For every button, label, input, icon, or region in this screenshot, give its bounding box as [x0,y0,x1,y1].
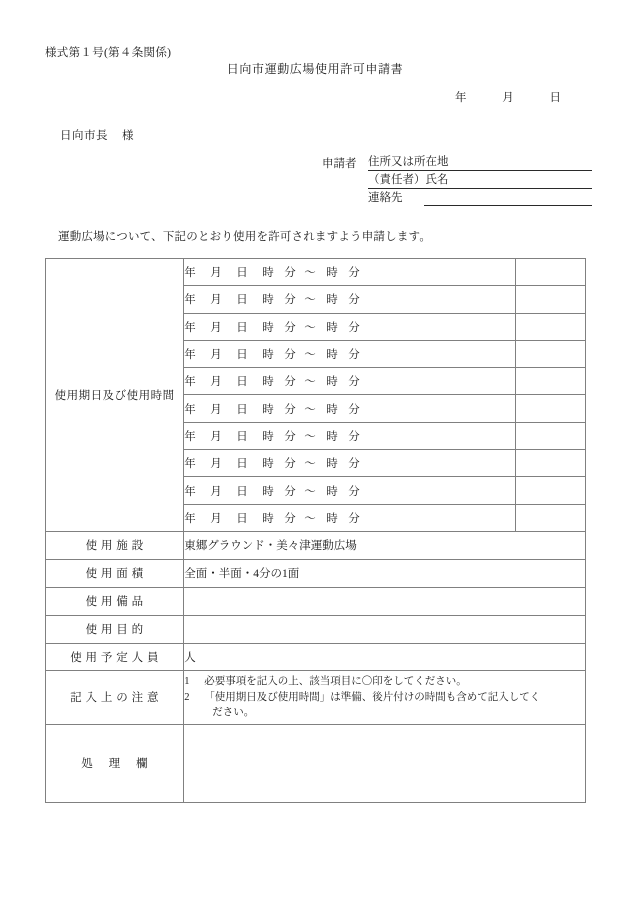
hour-label: 時 [262,485,274,498]
table-row [46,670,586,724]
datetime-entry-cell[interactable] [184,395,516,422]
tilde-label: 〜 [304,403,316,416]
tilde-label: 〜 [304,294,316,307]
month-label: 月 [210,349,222,362]
notes-label: 記 入 上 の 注 意 [70,692,160,705]
hour-label: 時 [262,267,274,280]
equipment-value-cell[interactable] [184,587,586,615]
hour2-label: 時 [326,376,338,389]
hour-label: 時 [262,321,274,334]
minute-label: 分 [284,267,296,280]
people-value-cell[interactable] [184,643,586,670]
table-row [46,559,586,587]
year-label: 年 [184,294,196,307]
date-day-label: 日 [549,92,561,104]
datetime-entry-cell[interactable] [184,504,516,531]
month-label: 月 [210,376,222,389]
month-label: 月 [210,403,222,416]
minute2-label: 分 [348,458,360,471]
note-item [184,674,585,690]
page-title: 日向市運動広場使用許可申請書 [226,62,404,76]
minute-label: 分 [284,512,296,525]
date-year-label: 年 [455,92,467,104]
intro-sentence: 運動広場について、下記のとおり使用を許可されますよう申請します。 [58,231,432,243]
datetime-entry-cell[interactable] [184,340,516,367]
minute2-label: 分 [348,512,360,525]
month-label: 月 [210,485,222,498]
hour2-label: 時 [326,485,338,498]
note-continuation: ださい。 [212,707,255,719]
table-row [46,615,586,643]
year-label: 年 [184,267,196,280]
facility-option-togo[interactable]: 東郷グラウンド [184,540,265,553]
day-label: 日 [236,349,248,362]
notes-label-cell [46,670,184,724]
hour-label: 時 [262,349,274,362]
tilde-label: 〜 [304,485,316,498]
tilde-label: 〜 [304,512,316,525]
datetime-side-cell[interactable] [515,313,585,340]
hour-label: 時 [262,430,274,443]
form-number: 様式第１号(第４条関係) [45,47,172,59]
note-item [184,690,585,706]
applicant-contact-label: 連絡先 [368,192,403,204]
minute-label: 分 [284,430,296,443]
note-number: 2 [184,691,190,703]
datetime-entry-cell[interactable] [184,477,516,504]
purpose-label: 使 用 目 的 [85,624,144,637]
year-label: 年 [184,430,196,443]
area-separator-2: ・ [241,568,254,581]
people-label: 使 用 予 定 人 員 [70,651,160,664]
facility-separator: ・ [264,540,277,553]
area-label-cell [46,559,184,587]
month-label: 月 [210,294,222,307]
table-row [46,643,586,670]
date-line [455,89,561,105]
month-label: 月 [210,458,222,471]
day-label: 日 [236,458,248,471]
application-table [45,258,586,803]
applicant-fields [368,153,592,206]
datetime-entry-cell[interactable] [184,313,516,340]
facility-label: 使 用 施 設 [85,540,144,553]
datetime-side-cell[interactable] [515,340,585,367]
hour2-label: 時 [326,430,338,443]
area-option-quarter[interactable]: 4分の1面 [253,568,300,581]
equipment-label: 使 用 備 品 [85,596,144,609]
table-row [46,259,586,286]
area-label: 使 用 面 積 [85,568,144,581]
note-number: 1 [184,676,190,688]
hour-label: 時 [262,458,274,471]
datetime-side-cell[interactable] [515,395,585,422]
process-value-cell[interactable] [184,724,586,802]
addressee-honorific: 様 [122,130,134,142]
year-label: 年 [184,349,196,362]
datetime-side-cell[interactable] [515,477,585,504]
hour2-label: 時 [326,294,338,307]
area-separator-1: ・ [207,568,219,581]
minute2-label: 分 [348,321,360,334]
datetime-side-cell[interactable] [515,422,585,449]
minute2-label: 分 [348,403,360,416]
addressee-name: 日向市長 [60,130,108,142]
year-label: 年 [184,458,196,471]
tilde-label: 〜 [304,267,316,280]
hour-label: 時 [262,376,274,389]
facility-label-cell [46,531,184,559]
applicant-name-field[interactable] [368,171,592,189]
year-label: 年 [184,403,196,416]
month-label: 月 [210,321,222,334]
datetime-entry-cell[interactable] [184,286,516,313]
facility-option-mimitsu[interactable]: 美々津運動広場 [276,540,357,553]
datetime-entry-cell[interactable] [184,368,516,395]
people-label-cell [46,643,184,670]
datetime-side-cell[interactable] [515,450,585,477]
day-label: 日 [236,321,248,334]
applicant-address-field[interactable] [368,153,592,171]
day-label: 日 [236,403,248,416]
tilde-label: 〜 [304,376,316,389]
applicant-contact-underline [424,189,592,206]
datetime-entry-cell[interactable] [184,259,516,286]
minute-label: 分 [284,485,296,498]
year-label: 年 [184,512,196,525]
tilde-label: 〜 [304,321,316,334]
table-row [46,724,586,802]
applicant-contact-field[interactable] [368,189,592,206]
notes-value-cell [184,670,586,724]
minute-label: 分 [284,458,296,471]
minute-label: 分 [284,321,296,334]
people-unit: 人 [184,651,196,664]
minute2-label: 分 [348,430,360,443]
process-label: 処 理 欄 [81,758,148,771]
hour2-label: 時 [326,267,338,280]
datetime-entry-cell[interactable] [184,422,516,449]
purpose-value-cell[interactable] [184,615,586,643]
day-label: 日 [236,294,248,307]
minute2-label: 分 [348,294,360,307]
minute-label: 分 [284,294,296,307]
applicant-label: 申請者 [322,158,357,170]
applicant-name-label: （責任者）氏名 [368,174,449,186]
hour2-label: 時 [326,321,338,334]
datetime-label: 使用期日及び使用時間 [54,389,175,402]
datetime-entry-cell[interactable] [184,450,516,477]
facility-value-cell[interactable] [184,531,586,559]
purpose-label-cell [46,615,184,643]
hour2-label: 時 [326,512,338,525]
tilde-label: 〜 [304,430,316,443]
area-option-half[interactable]: 半面 [218,568,242,581]
minute-label: 分 [284,349,296,362]
area-value-cell[interactable] [184,559,586,587]
hour-label: 時 [262,403,274,416]
applicant-address-label: 住所又は所在地 [368,156,449,168]
date-month-label: 月 [502,92,514,104]
day-label: 日 [236,485,248,498]
addressee [60,127,134,143]
datetime-label-cell [46,259,184,532]
datetime-side-cell[interactable] [515,504,585,531]
minute2-label: 分 [348,485,360,498]
month-label: 月 [210,430,222,443]
day-label: 日 [236,267,248,280]
year-label: 年 [184,485,196,498]
year-label: 年 [184,376,196,389]
month-label: 月 [210,512,222,525]
datetime-side-cell[interactable] [515,286,585,313]
month-label: 月 [210,267,222,280]
datetime-side-cell[interactable] [515,368,585,395]
datetime-side-cell[interactable] [515,259,585,286]
minute2-label: 分 [348,376,360,389]
note-text: 「使用期日及び使用時間」は準備、後片付けの時間も含めて記入してく [204,691,541,703]
hour-label: 時 [262,512,274,525]
day-label: 日 [236,376,248,389]
hour2-label: 時 [326,458,338,471]
tilde-label: 〜 [304,458,316,471]
table-row [46,587,586,615]
process-label-cell [46,724,184,802]
day-label: 日 [236,512,248,525]
table-row [46,531,586,559]
hour-label: 時 [262,294,274,307]
year-label: 年 [184,321,196,334]
equipment-label-cell [46,587,184,615]
minute2-label: 分 [348,267,360,280]
minute2-label: 分 [348,349,360,362]
minute-label: 分 [284,403,296,416]
hour2-label: 時 [326,403,338,416]
hour2-label: 時 [326,349,338,362]
note-text: 必要事項を記入の上、該当項目に〇印をしてください。 [204,676,467,688]
tilde-label: 〜 [304,349,316,362]
day-label: 日 [236,430,248,443]
minute-label: 分 [284,376,296,389]
area-option-full[interactable]: 全面 [184,568,208,581]
